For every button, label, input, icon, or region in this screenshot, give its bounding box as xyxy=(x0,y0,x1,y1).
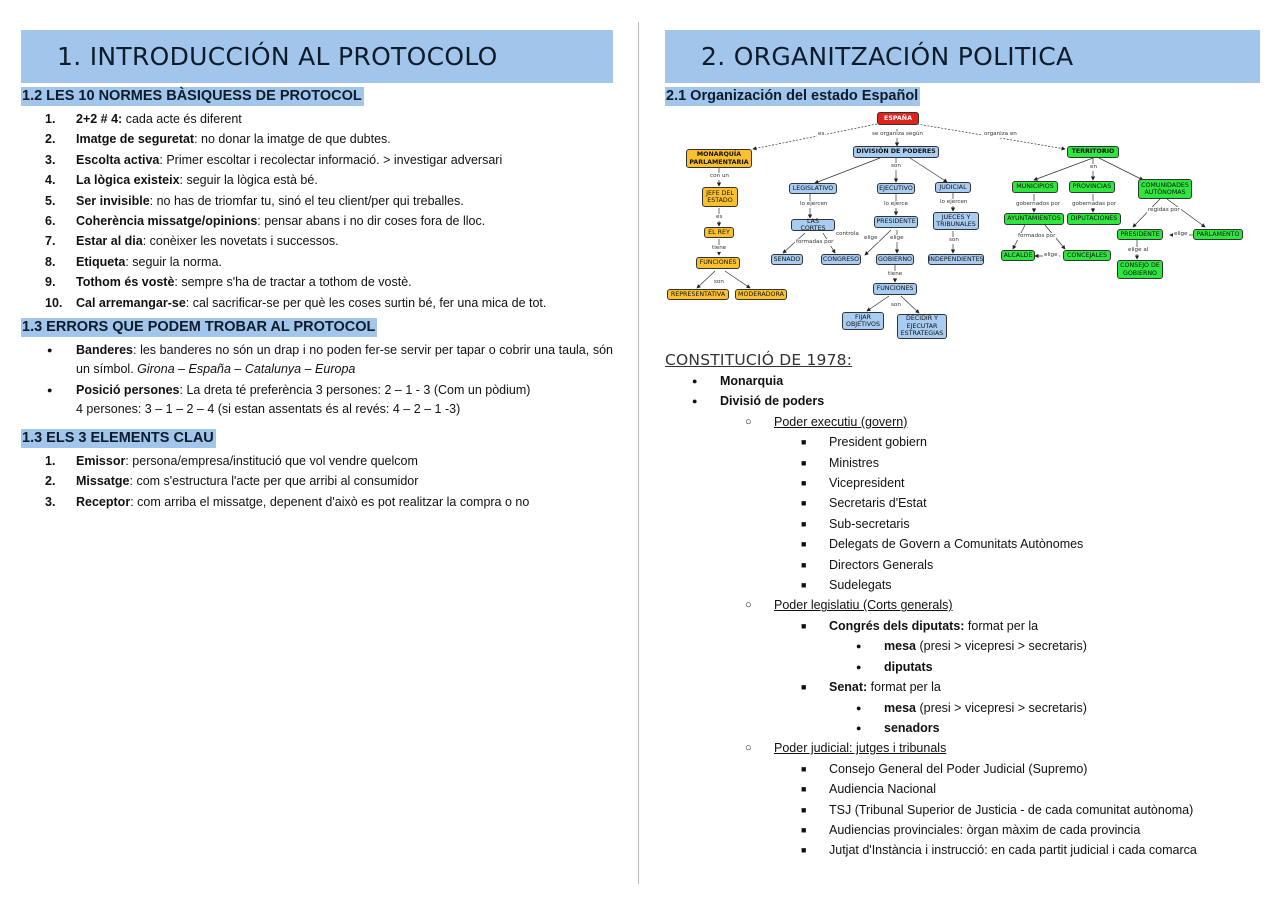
map-label: es xyxy=(818,131,825,137)
right-title: 2. ORGANITZACIÓN POLITICA xyxy=(665,30,1260,83)
map-label: regidas por xyxy=(1148,207,1180,213)
list-item: ■ Senat: format per la xyxy=(665,677,1260,697)
map-label: lo ejerce xyxy=(884,201,908,207)
map-node-jueces: JUECES Y TRIBUNALES xyxy=(933,212,979,230)
map-node-presidente: PRESIDENTE xyxy=(874,216,918,228)
list-item: ○ Poder legislatiu (Corts generals) xyxy=(665,595,1260,615)
map-node-cortes: LAS CORTES xyxy=(791,219,835,231)
list-item: 2. Missatge: com s'estructura l'acte per que arribi al consumidor xyxy=(45,474,419,489)
list-item: 1. Emissor: persona/empresa/institució que vol vendre quelcom xyxy=(45,454,418,469)
left-column xyxy=(21,30,613,512)
list-item: 1. 2+2 # 4: cada acte és diferent xyxy=(45,112,242,126)
map-label: tiene xyxy=(888,271,903,277)
elements-list xyxy=(45,451,613,512)
map-label: elige xyxy=(864,235,878,241)
constitucio-heading: CONSTITUCIÓ DE 1978: xyxy=(665,351,853,369)
section-heading-errors: 1.3 ERRORS QUE PODEM TROBAR AL PROTOCOL xyxy=(22,319,376,336)
list-item: ■ Delegats de Govern a Comunitats Autònomes xyxy=(665,534,1260,554)
left-title: 1. INTRODUCCIÓN AL PROTOCOLO xyxy=(21,30,613,83)
list-item: ■ Audiencia Nacional xyxy=(665,779,1260,799)
list-item: 2. Imatge de seguretat: no donar la imatge de que dubtes. xyxy=(45,132,391,147)
map-label: elige xyxy=(1174,231,1188,237)
map-label: lo ejercen xyxy=(800,201,828,207)
map-node-funciones-gob: FUNCIONES xyxy=(873,283,917,295)
map-label: elige al xyxy=(1128,247,1149,253)
list-item: 6. Coherència missatge/opinions: pensar abans i no dir coses fora de lloc. xyxy=(45,214,486,229)
list-item: ■ President gobiern xyxy=(665,432,1260,452)
list-item: ○ Poder judicial: jutges i tribunals xyxy=(665,738,1260,758)
map-label: son xyxy=(949,237,959,243)
map-label: en xyxy=(1090,164,1097,170)
list-item: ○ Poder executiu (govern) xyxy=(665,412,1260,432)
list-item: ■ Audiencias provinciales: òrgan màxim de cada provincia xyxy=(665,820,1260,840)
map-node-moderadora: MODERADORA xyxy=(735,289,787,300)
list-item: ● Monarquia xyxy=(665,371,1260,391)
list-item: ● mesa (presi > vicepresi > secretaris) xyxy=(665,698,1260,718)
list-item: ● Posició persones: La dreta té preferència 3 persones: 2 – 1 - 3 (Com un pòdium) 4 persones: 3 – 1 – 2 – 4 (si estan assentats és al revés: 4 – 2 – 1 -3) xyxy=(47,381,613,418)
map-node-consejo: CONSEJO DE GOBIERNO xyxy=(1117,260,1163,279)
map-node-judicial: JUDICIAL xyxy=(935,182,971,193)
map-label: gobernadas por xyxy=(1072,201,1117,207)
normes-list xyxy=(45,109,613,313)
map-node-provincias: PROVINCIAS xyxy=(1069,181,1115,193)
list-item: ● mesa (presi > vicepresi > secretaris) xyxy=(665,636,1260,656)
map-node-jefe: JEFE DEL ESTADO xyxy=(702,187,738,207)
map-node-rey: EL REY xyxy=(704,227,734,238)
list-item: 3. Receptor: com arriba el missatge, depenent d'això es pot realitzar la compra o no xyxy=(45,494,530,509)
list-item: 9. Tothom és vostè: sempre s'ha de tractar a tothom de vostè. xyxy=(45,275,412,290)
list-item: ■ TSJ (Tribunal Superior de Justicia - de cada comunitat autònoma) xyxy=(665,800,1260,820)
list-item: ■ Sub-secretaris xyxy=(665,514,1260,534)
map-node-division: DIVISIÓN DE PODERES xyxy=(853,146,939,158)
list-item: 8. Etiqueta: seguir la norma. xyxy=(45,254,222,269)
map-node-diputaciones: DIPUTACIONES xyxy=(1067,213,1121,225)
list-item: 5. Ser invisible: no has de triomfar tu, sinó el teu client/per qui treballes. xyxy=(45,193,464,208)
map-label: formados por xyxy=(1018,233,1056,239)
list-item: 4. La lògica existeix: seguir la lògica està bé. xyxy=(45,173,318,188)
section-heading-organizacion: 2.1 Organización del estado Español xyxy=(666,88,919,104)
list-item: ■ Ministres xyxy=(665,453,1260,473)
map-node-funciones-rey: FUNCIONES xyxy=(696,257,740,269)
list-item: 10. Cal arremangar-se: cal sacrificar-se per què les coses surtin bé, fer una mica de tot. xyxy=(45,295,547,310)
map-node-fijar: FIJAR OBJETIVOS xyxy=(842,312,884,330)
map-label: son xyxy=(891,163,901,169)
list-item: ● Divisió de poders xyxy=(665,391,1260,411)
list-item: 7. Estar al dia: conèixer les novetats i successos. xyxy=(45,234,339,249)
map-node-alcalde: ALCALDE xyxy=(1001,250,1035,261)
map-node-ayuntamientos: AYUNTAMIENTOS xyxy=(1004,213,1064,225)
map-label: controla xyxy=(836,231,859,237)
list-item: ■ Directors Generals xyxy=(665,555,1260,575)
map-node-senado: SENADO xyxy=(771,254,803,265)
list-item: ■ Secretaris d'Estat xyxy=(665,493,1260,513)
map-node-parlamento: PARLAMENTO xyxy=(1193,229,1243,240)
map-node-decidir: DECIDIR Y EJECUTAR ESTRATEGIAS xyxy=(897,314,947,339)
section-heading-normes: 1.2 LES 10 NORMES BÀSIQUESS DE PROTOCOL xyxy=(22,88,362,104)
right-column xyxy=(665,30,1260,861)
list-item: 3. Escolta activa: Primer escoltar i recolectar informació. > investigar adversari xyxy=(45,152,503,167)
map-label: elige xyxy=(1044,252,1058,258)
map-label: lo ejercen xyxy=(940,199,968,205)
list-item: ■ Consejo General del Poder Judicial (Supremo) xyxy=(665,759,1260,779)
list-item: ■ Sudelegats xyxy=(665,575,1260,595)
map-node-gobierno: GOBIERNO xyxy=(876,254,914,265)
map-label: se organiza según xyxy=(872,131,923,137)
map-label: con un xyxy=(710,173,729,179)
list-item: ● Banderes: les banderes no són un drap i no poden fer-se servir per tapar o cobrir una taula, són un símbol. Girona – España – Catalunya – Europa xyxy=(47,341,613,378)
map-node-independientes: INDEPENDIENTES xyxy=(928,254,984,265)
map-node-congreso: CONGRESO xyxy=(821,254,861,265)
errors-list xyxy=(47,341,613,418)
constitucio-tree xyxy=(665,371,1260,861)
list-item: ■ Congrés dels diputats: format per la xyxy=(665,616,1260,636)
map-node-monarquia: MONARQUÍA PARLAMENTARIA xyxy=(686,149,752,168)
map-label: son xyxy=(891,302,901,308)
map-label: formadas por xyxy=(796,239,834,245)
map-node-espana: ESPAÑA xyxy=(877,112,919,125)
map-node-presidente-ca: PRESIDENTE xyxy=(1117,229,1163,240)
map-node-comunidades: COMUNIDADES AUTÓNOMAS xyxy=(1138,179,1192,199)
map-node-representativa: REPRESENTATIVA xyxy=(667,289,729,300)
map-node-municipios: MUNICIPIOS xyxy=(1012,181,1058,193)
list-item: ● senadors xyxy=(665,718,1260,738)
map-node-concejales: CONCEJALES xyxy=(1063,250,1111,261)
column-divider xyxy=(638,22,639,884)
map-label: organiza en xyxy=(984,131,1017,137)
map-label: elige xyxy=(890,235,904,241)
concept-map xyxy=(665,109,1255,347)
list-item: ■ Jutjat d'Instància i instrucció: en cada partit judicial i cada comarca xyxy=(665,840,1260,860)
map-label: son xyxy=(714,279,724,285)
map-label: es xyxy=(716,214,723,220)
map-label: gobernados por xyxy=(1016,201,1061,207)
list-item: ■ Vicepresident xyxy=(665,473,1260,493)
list-item: ● diputats xyxy=(665,657,1260,677)
map-node-territorio: TERRITORIO xyxy=(1067,146,1119,158)
map-label: tiene xyxy=(712,245,727,251)
section-heading-elements: 1.3 ELS 3 ELEMENTS CLAU xyxy=(22,430,214,447)
map-node-legislativo: LEGISLATIVO xyxy=(789,183,837,194)
map-node-ejecutivo: EJECUTIVO xyxy=(877,183,915,194)
